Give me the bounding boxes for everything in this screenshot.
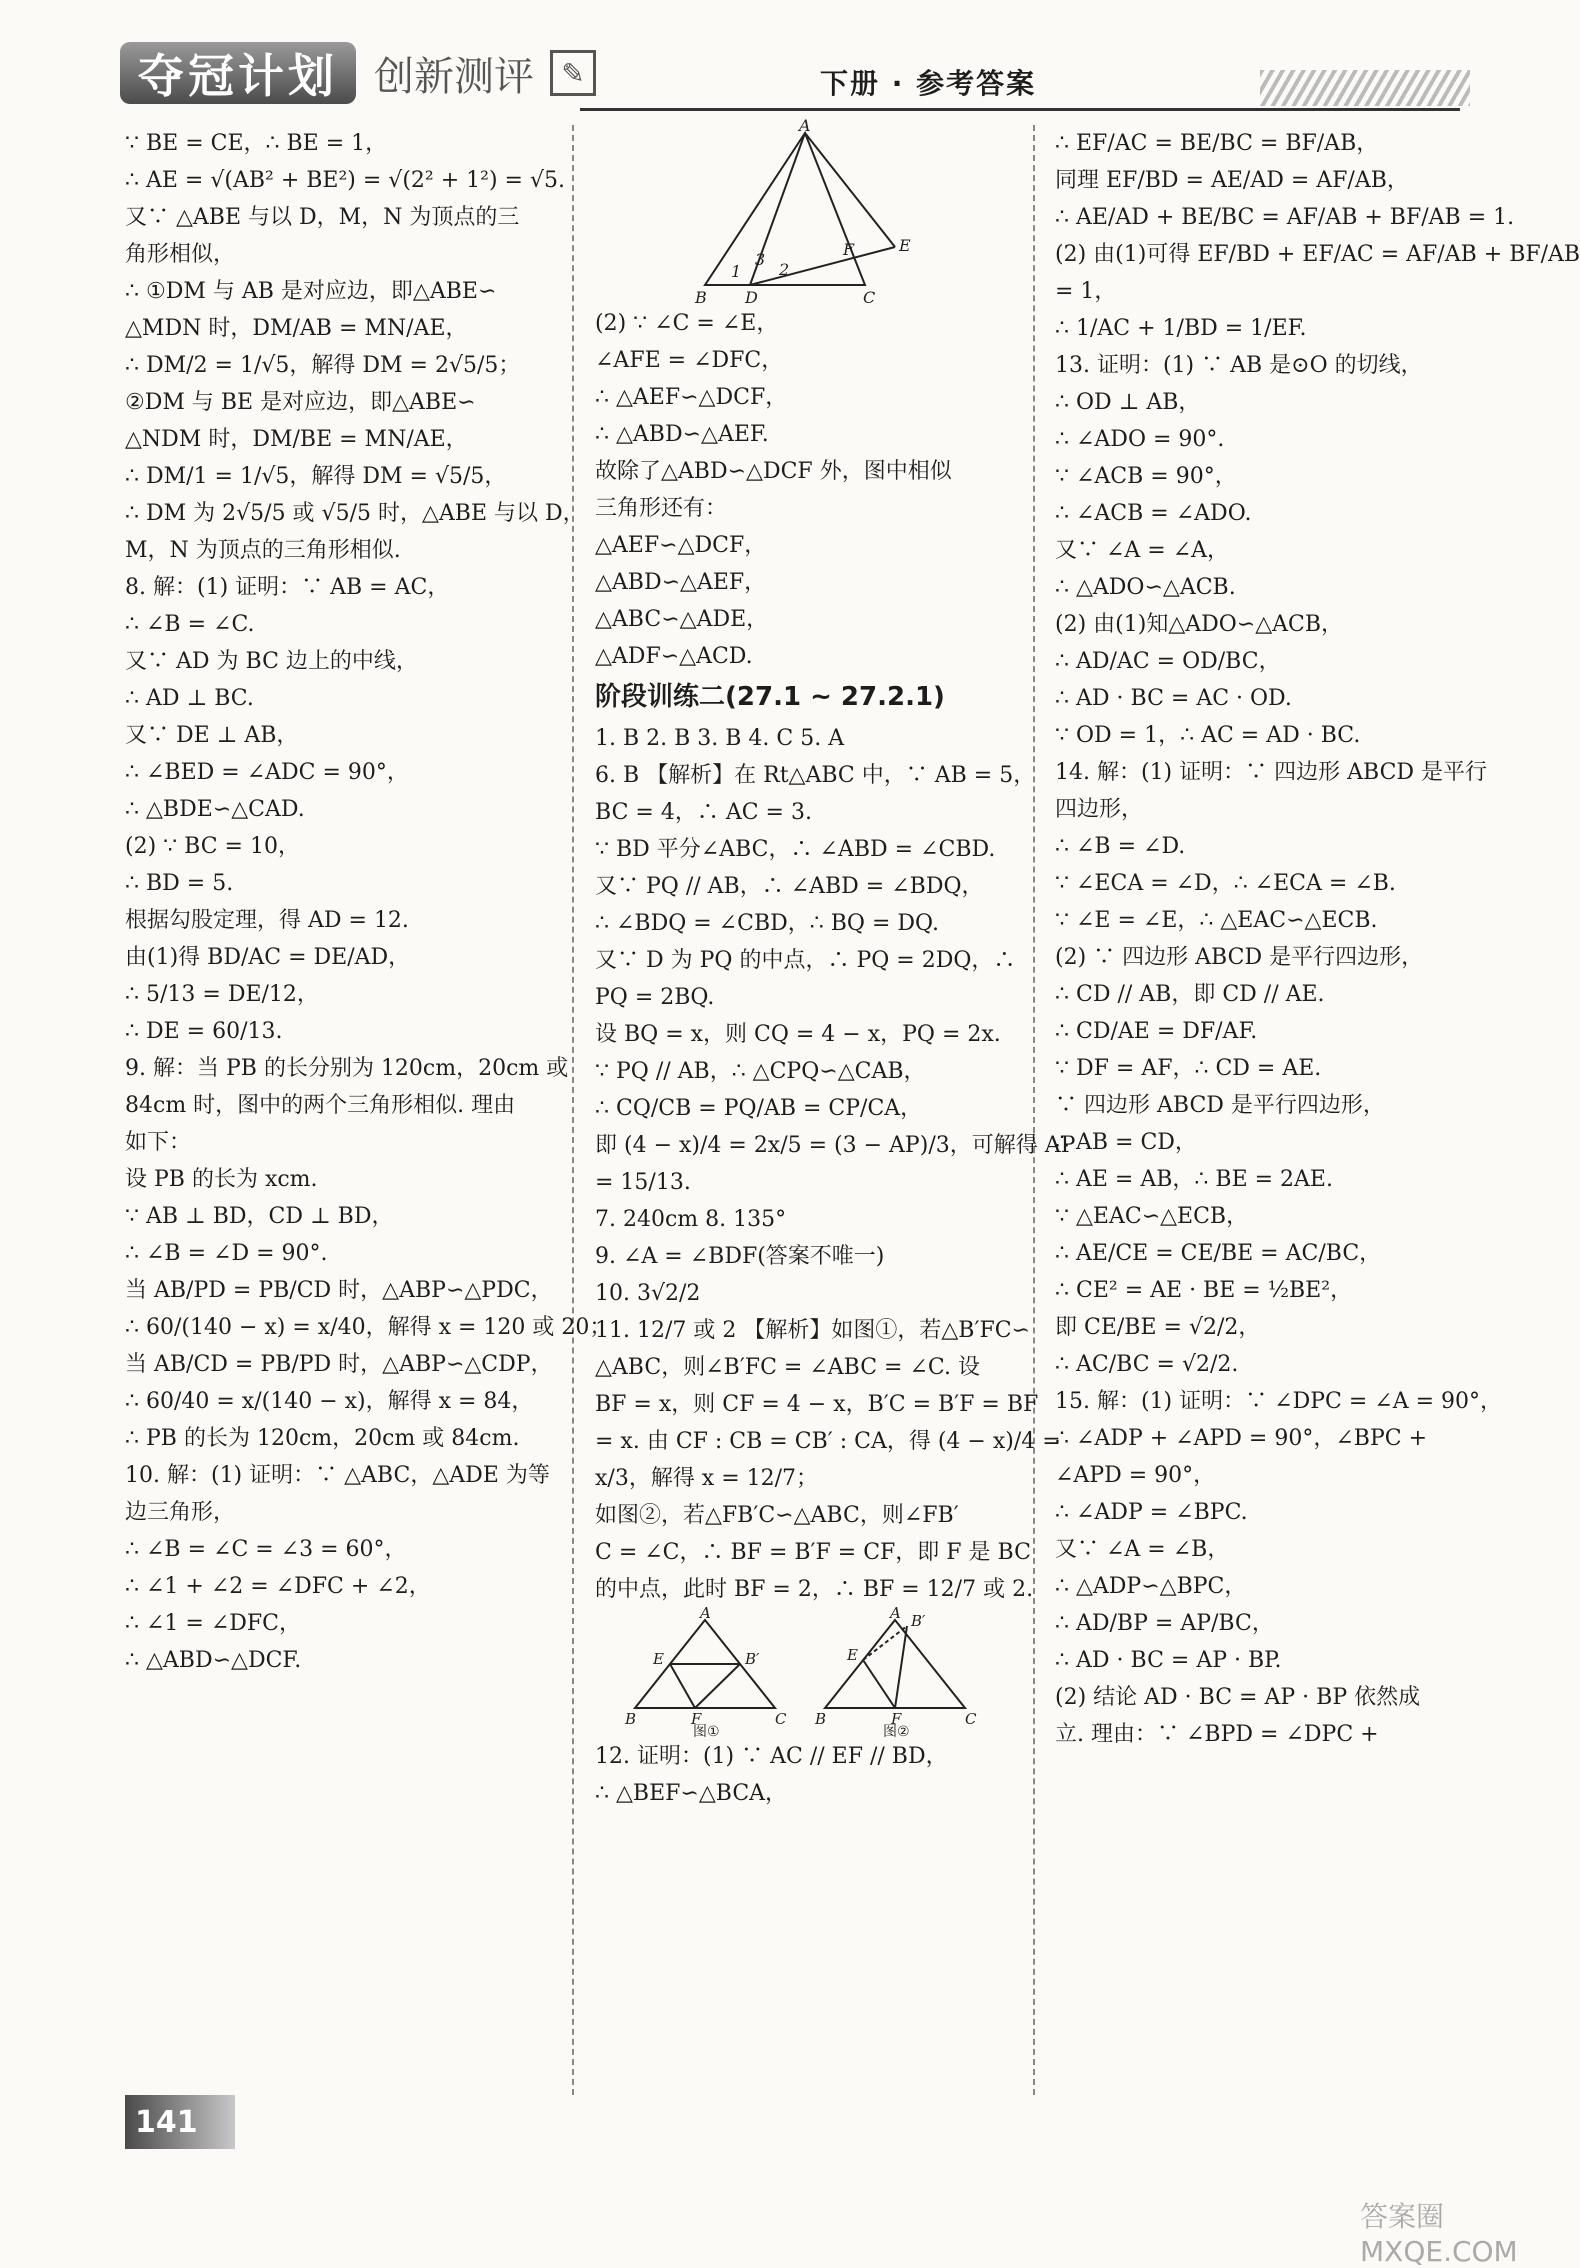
answer-line: △NDM 时，DM/BE = MN/AE，: [125, 427, 468, 452]
answer-line: ∴ CD/AE = DF/AF.: [1055, 1019, 1258, 1044]
answer-line: ∵ 四边形 ABCD 是平行四边形，: [1055, 1093, 1385, 1118]
answer-line: ∴ ∠ADP = ∠BPC.: [1055, 1500, 1248, 1525]
answer-line: ∵ △EAC∽△ECB，: [1055, 1204, 1249, 1229]
answer-line: ∴ DM/1 = 1/√5，解得 DM = √5/5，: [125, 464, 507, 489]
answer-line: 三角形还有：: [595, 496, 728, 521]
answer-line: ∴ PB 的长为 120cm，20cm 或 84cm.: [125, 1426, 520, 1451]
answer-line: ∴ ∠ADO = 90°.: [1055, 427, 1225, 452]
answer-line: C = ∠C，∴ BF = B′F = CF，即 F 是 BC: [595, 1540, 1031, 1565]
answer-line: 即 (4 − x)/4 = 2x/5 = (3 − AP)/3，可解得 AP: [595, 1133, 1076, 1158]
fig-label: B′: [745, 1650, 760, 1668]
brand-logo: 夺冠计划: [120, 42, 356, 104]
answer-line: 9. 解：当 PB 的长分别为 120cm，20cm 或: [125, 1056, 569, 1081]
answer-line: 四边形，: [1055, 797, 1144, 822]
answer-line: ∴ 5/13 = DE/12，: [125, 982, 319, 1007]
answer-line: 84cm 时，图中的两个三角形相似. 理由: [125, 1093, 516, 1118]
brand: [120, 40, 596, 106]
answer-line: 8. 解：(1) 证明：∵ AB = AC，: [125, 575, 450, 600]
answer-line: ∴ ∠ACB = ∠ADO.: [1055, 501, 1252, 526]
answer-line: ∴ EF/AC = BE/BC = BF/AB，: [1055, 131, 1379, 156]
page-header: [0, 0, 1552, 125]
answer-line: = 15/13.: [595, 1170, 691, 1195]
fig-label: C: [863, 288, 876, 307]
answer-line: (2) ∵ BC = 10，: [125, 834, 300, 859]
answer-line: ∴ AD · BC = AP · BP.: [1055, 1648, 1282, 1673]
answer-line: ∠AFE = ∠DFC，: [595, 348, 784, 373]
answer-column-1: [125, 125, 612, 1679]
answer-line: ∴ AC/BC = √2/2.: [1055, 1352, 1239, 1377]
answer-line: ∴ ∠B = ∠D.: [1055, 834, 1186, 859]
answer-line: 1. B 2. B 3. B 4. C 5. A: [595, 726, 845, 751]
answer-line: (2) 由(1)知△ADO∽△ACB，: [1055, 612, 1344, 637]
answer-line: 当 AB/CD = PB/PD 时，△ABP∽△CDP，: [125, 1352, 553, 1377]
answer-line: △AEF∽△DCF，: [595, 533, 767, 558]
figure-caption: 图①: [693, 1724, 720, 1740]
answer-line: ∴ ∠1 + ∠2 = ∠DFC + ∠2，: [125, 1574, 431, 1599]
fig-label: A: [700, 1604, 711, 1622]
answer-line: ∵ DF = AF，∴ CD = AE.: [1055, 1056, 1322, 1081]
answer-line: ∴ 60/40 = x/(140 − x)，解得 x = 84，: [125, 1389, 534, 1414]
answer-line: ∴ AB = CD，: [1055, 1130, 1197, 1155]
answer-line: (2) 由(1)可得 EF/BD + EF/AC = AF/AB + BF/AB: [1055, 242, 1580, 267]
answer-line: ∴ ∠B = ∠C.: [125, 612, 255, 637]
fig-label: F: [843, 240, 855, 259]
answer-line: ∴ ∠BED = ∠ADC = 90°，: [125, 760, 409, 785]
answer-line: 同理 EF/BD = AE/AD = AF/AB，: [1055, 168, 1409, 193]
answer-line: 故除了△ABD∽△DCF 外，图中相似: [595, 459, 952, 484]
triangle-figure-top: [685, 116, 925, 307]
answer-line: ∴ AE = √(AB² + BE²) = √(2² + 1²) = √5.: [125, 168, 565, 193]
answer-line: BF = x，则 CF = 4 − x，B′C = B′F = BF: [595, 1392, 1039, 1417]
answer-line: ∴ ∠B = ∠D = 90°.: [125, 1241, 328, 1266]
answer-line: = x. 由 CF : CB = CB′ : CA，得 (4 − x)/4 =: [595, 1429, 1061, 1454]
answer-line: (2) ∵ 四边形 ABCD 是平行四边形，: [1055, 945, 1424, 970]
answer-line: ∴ DM/2 = 1/√5，解得 DM = 2√5/5；: [125, 353, 521, 378]
header-rule: [580, 108, 1460, 111]
fig-label: F: [891, 1710, 902, 1728]
answer-line: 10. 3√2/2: [595, 1281, 701, 1306]
answer-line: ∴ DM 为 2√5/5 或 √5/5 时，△ABE 与以 D，: [125, 501, 585, 526]
answer-line: ∴ AD ⊥ BC.: [125, 686, 254, 711]
answer-line: 设 PB 的长为 xcm.: [125, 1167, 318, 1192]
answer-line: 的中点，此时 BF = 2，∴ BF = 12/7 或 2.: [595, 1577, 1034, 1602]
answer-line: 又∵ ∠A = ∠B，: [1055, 1537, 1230, 1562]
answer-column-2: [595, 116, 1076, 1812]
answer-line: ∴ ∠BDQ = ∠CBD，∴ BQ = DQ.: [595, 911, 939, 936]
answer-line: = 1，: [1055, 279, 1117, 304]
answer-line: x/3，解得 x = 12/7；: [595, 1466, 819, 1491]
answer-line: ∵ ∠E = ∠E，∴ △EAC∽△ECB.: [1055, 908, 1378, 933]
answer-line: ∴ AE/AD + BE/BC = AF/AB + BF/AB = 1.: [1055, 205, 1515, 230]
answer-line: ∴ △ADP∽△BPC，: [1055, 1574, 1247, 1599]
figure-caption: 图②: [883, 1724, 910, 1740]
answer-line: ∴ △BEF∽△BCA，: [595, 1781, 788, 1806]
answer-line: ②DM 与 BE 是对应边，即△ABE∽: [125, 390, 476, 415]
answer-line: ∴ AD · BC = AC · OD.: [1055, 686, 1292, 711]
answer-line: BC = 4，∴ AC = 3.: [595, 800, 812, 825]
answer-line: ∵ OD = 1，∴ AC = AD · BC.: [1055, 723, 1361, 748]
fig-label: 1: [731, 262, 742, 281]
answer-line: 立. 理由：∵ ∠BPD = ∠DPC +: [1055, 1722, 1379, 1747]
answer-line: ∴ BD = 5.: [125, 871, 234, 896]
answer-line: △MDN 时，DM/AB = MN/AE，: [125, 316, 468, 341]
answer-line: 又∵ △ABE 与以 D，M，N 为顶点的三: [125, 205, 520, 230]
answer-line: ∴ △ABD∽△AEF.: [595, 422, 769, 447]
answer-line: △ADF∽△ACD.: [595, 644, 753, 669]
fig-label: 2: [779, 260, 790, 279]
answer-line: (2) 结论 AD · BC = AP · BP 依然成: [1055, 1685, 1421, 1710]
triangle-figures-11: [615, 1604, 995, 1740]
fig-label: E: [847, 1646, 858, 1664]
answer-line: ∴ CD // AB，即 CD // AE.: [1055, 982, 1325, 1007]
answer-line: ∴ ①DM 与 AB 是对应边，即△ABE∽: [125, 279, 497, 304]
answer-line: ∴ ∠ADP + ∠APD = 90°，∠BPC +: [1055, 1426, 1428, 1451]
section-title: 阶段训练二(27.1 ~ 27.2.1): [595, 682, 945, 712]
fig-label: B: [695, 288, 707, 307]
fig-label: F: [691, 1710, 702, 1728]
answer-line: ∴ △ADO∽△ACB.: [1055, 575, 1236, 600]
answer-line: PQ = 2BQ.: [595, 985, 715, 1010]
answer-line: ∴ ∠1 = ∠DFC，: [125, 1611, 302, 1636]
fig-label: D: [745, 288, 758, 307]
answer-line: 11. 12/7 或 2 【解析】如图①，若△B′FC∽: [595, 1318, 1030, 1343]
answer-line: ∴ AD/AC = OD/BC，: [1055, 649, 1281, 674]
answer-line: 角形相似，: [125, 242, 236, 267]
answer-line: 13. 证明：(1) ∵ AB 是⊙O 的切线，: [1055, 353, 1423, 378]
answer-line: ∴ AE = AB，∴ BE = 2AE.: [1055, 1167, 1333, 1192]
header-title: 下册 · 参考答案: [820, 67, 1037, 100]
answer-line: △ABC，则∠B′FC = ∠ABC = ∠C. 设: [595, 1355, 980, 1380]
answer-line: 6. B 【解析】在 Rt△ABC 中，∵ AB = 5，: [595, 763, 1036, 788]
answer-line: ∴ AE/CE = CE/BE = AC/BC，: [1055, 1241, 1382, 1266]
answer-line: ∴ △BDE∽△CAD.: [125, 797, 305, 822]
answer-line: ∴ 1/AC + 1/BD = 1/EF.: [1055, 316, 1307, 341]
answer-line: 如下：: [125, 1130, 192, 1155]
answer-line: 边三角形，: [125, 1500, 236, 1525]
answer-line: ∵ BD 平分∠ABC，∴ ∠ABD = ∠CBD.: [595, 837, 996, 862]
edit-icon: ✎: [550, 50, 596, 96]
answer-line: 7. 240cm 8. 135°: [595, 1207, 787, 1232]
fig-label: E: [653, 1650, 664, 1668]
fig-label: B: [815, 1710, 827, 1728]
answer-line: 设 BQ = x，则 CQ = 4 − x，PQ = 2x.: [595, 1022, 1001, 1047]
answer-line: 9. ∠A = ∠BDF(答案不唯一): [595, 1244, 885, 1269]
answer-line: ∴ AD/BP = AP/BC，: [1055, 1611, 1274, 1636]
answer-line: ∴ CQ/CB = PQ/AB = CP/CA，: [595, 1096, 923, 1121]
answer-line: ∠APD = 90°，: [1055, 1463, 1216, 1488]
answer-line: ∴ CE² = AE · BE = ½BE²，: [1055, 1278, 1353, 1303]
answer-line: ∵ ∠ACB = 90°，: [1055, 464, 1237, 489]
answer-column-3: [1055, 125, 1580, 1753]
answer-line: 由(1)得 BD/AC = DE/AD，: [125, 945, 411, 970]
answer-line: ∴ DE = 60/13.: [125, 1019, 283, 1044]
answer-line: ∴ ∠B = ∠C = ∠3 = 60°，: [125, 1537, 407, 1562]
answer-line: M，N 为顶点的三角形相似.: [125, 538, 401, 563]
answer-line: ∵ PQ // AB，∴ △CPQ∽△CAB，: [595, 1059, 926, 1084]
fig-label: E: [899, 236, 911, 255]
answer-line: 10. 解：(1) 证明：∵ △ABC，△ADE 为等: [125, 1463, 550, 1488]
answer-line: ∴ 60/(140 − x) = x/40，解得 x = 120 或 20；: [125, 1315, 612, 1340]
fig-label: B′: [911, 1612, 926, 1630]
fig-label: B: [625, 1710, 637, 1728]
answer-line: 如图②，若△FB′C∽△ABC，则∠FB′: [595, 1503, 959, 1528]
fig-label: A: [799, 116, 811, 135]
answer-line: ∴ △ABD∽△DCF.: [125, 1648, 302, 1673]
answer-line: ∴ △AEF∽△DCF，: [595, 385, 788, 410]
page-number: 141: [125, 2095, 235, 2149]
answer-line: △ABC∽△ADE，: [595, 607, 769, 632]
answer-line: 12. 证明：(1) ∵ AC // EF // BD，: [595, 1744, 948, 1769]
column-divider: [1033, 125, 1035, 2095]
answer-line: ∵ ∠ECA = ∠D，∴ ∠ECA = ∠B.: [1055, 871, 1396, 896]
answer-line: 14. 解：(1) 证明：∵ 四边形 ABCD 是平行: [1055, 760, 1488, 785]
answer-line: (2) ∵ ∠C = ∠E，: [595, 311, 779, 336]
watermark: 答案圈 MXQE.COM: [1360, 2200, 1518, 2268]
header-decoration: [1260, 70, 1470, 106]
answer-line: ∵ AB ⊥ BD，CD ⊥ BD，: [125, 1204, 394, 1229]
answer-line: 当 AB/PD = PB/CD 时，△ABP∽△PDC，: [125, 1278, 553, 1303]
answer-line: 又∵ D 为 PQ 的中点，∴ PQ = 2DQ，∴: [595, 948, 1016, 973]
answer-line: ∵ BE = CE，∴ BE = 1，: [125, 131, 388, 156]
fig-label: C: [775, 1710, 787, 1728]
answer-line: 又∵ AD 为 BC 边上的中线，: [125, 649, 418, 674]
answer-line: 15. 解：(1) 证明：∵ ∠DPC = ∠A = 90°，: [1055, 1389, 1502, 1414]
answer-line: 又∵ DE ⊥ AB，: [125, 723, 299, 748]
answer-line: ∴ OD ⊥ AB，: [1055, 390, 1201, 415]
answer-line: △ABD∽△AEF，: [595, 570, 767, 595]
answer-line: 根据勾股定理，得 AD = 12.: [125, 908, 409, 933]
fig-label: A: [890, 1604, 901, 1622]
answer-line: 又∵ ∠A = ∠A，: [1055, 538, 1230, 563]
answer-line: 即 CE/BE = √2/2，: [1055, 1315, 1261, 1340]
answer-line: 又∵ PQ // AB，∴ ∠ABD = ∠BDQ，: [595, 874, 984, 899]
fig-label: C: [965, 1710, 977, 1728]
column-divider: [572, 125, 574, 2095]
brand-subtitle: 创新测评: [374, 53, 534, 100]
fig-label: 3: [755, 250, 766, 269]
